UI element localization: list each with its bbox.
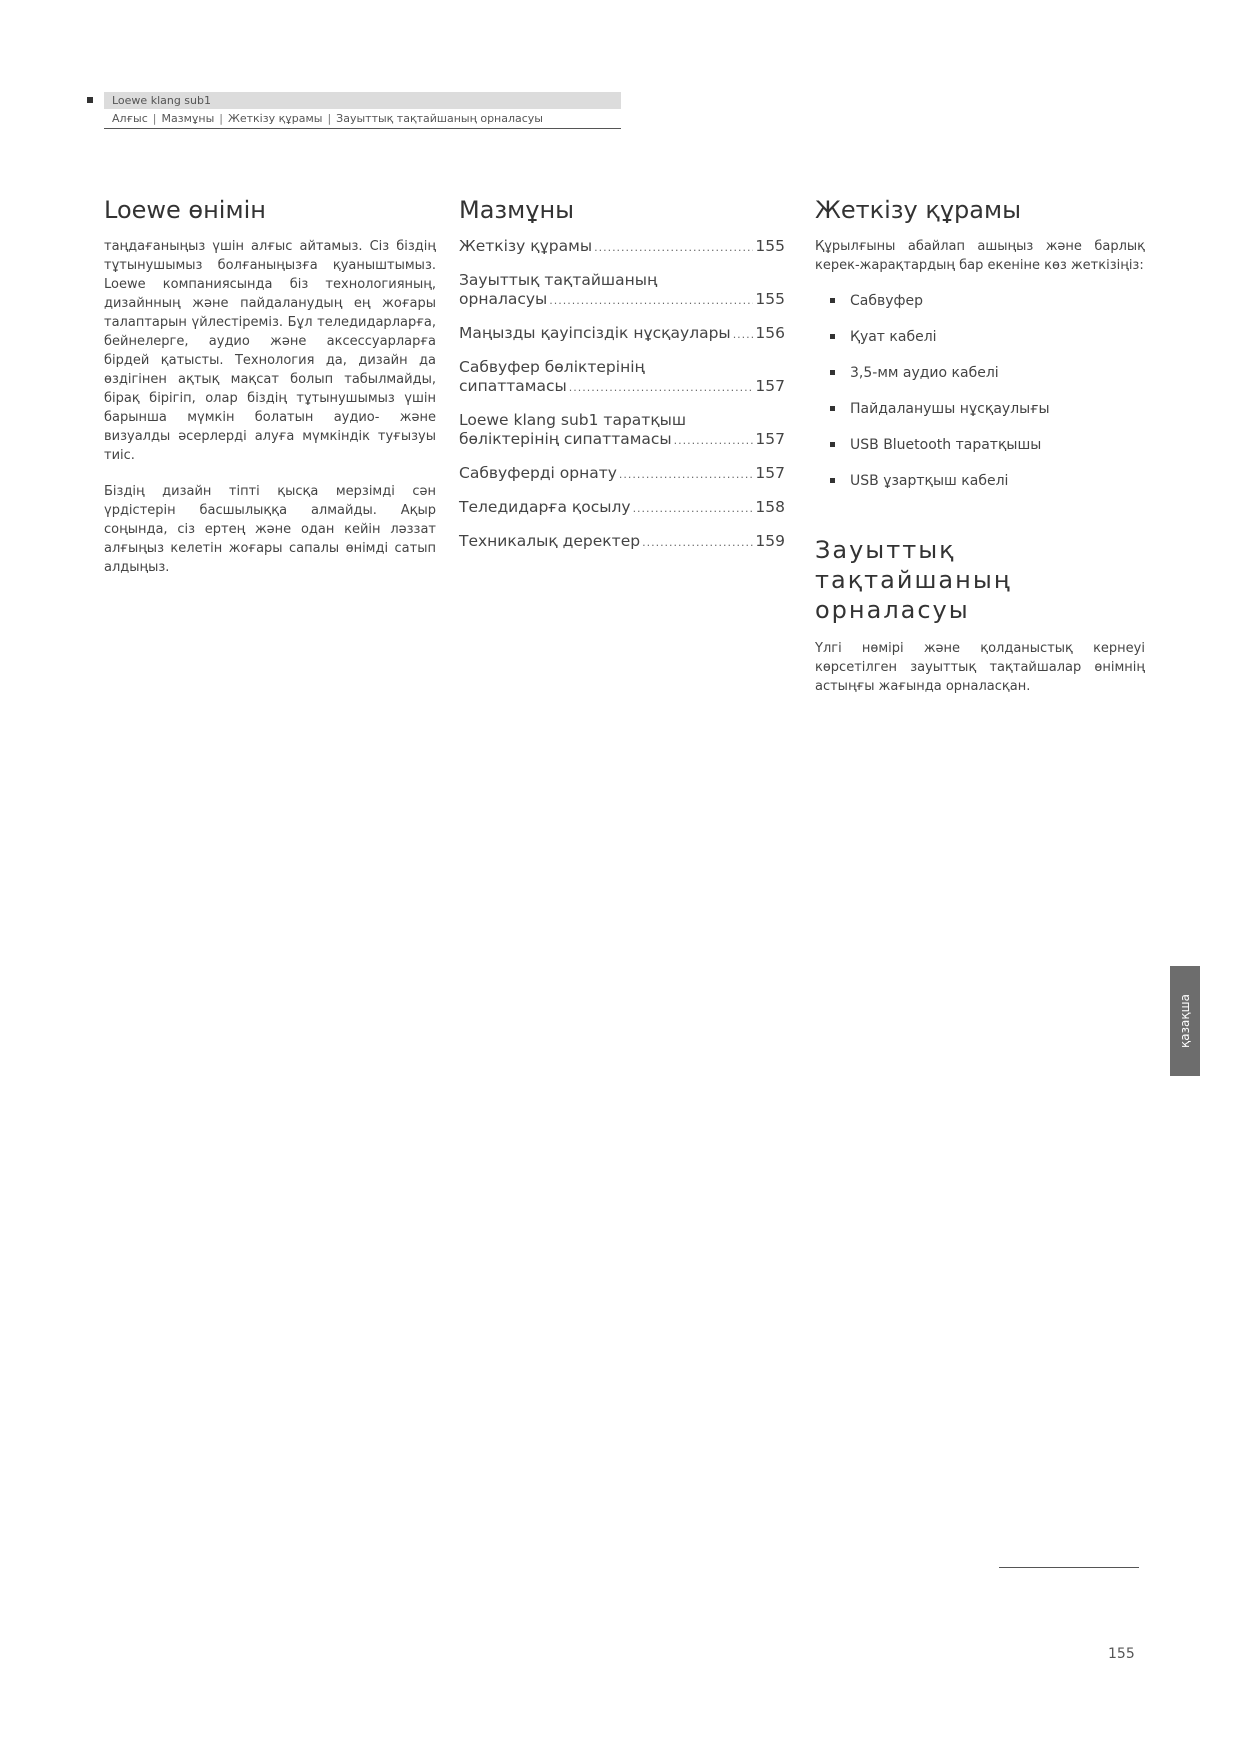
plate-heading: Зауыттық тақтайшаның орналасуы (815, 536, 1012, 624)
intro-paragraph: Біздің дизайн тіпті қысқа мерзімді сән үрдістерін басшылыққа алмайды. Ақыр соңында, сіз ертең және одан кейін ләззат алғыңыз келетін жоғары сапалы өнімді сатып алдыңыз. (104, 484, 436, 575)
intro-paragraph: таңдағаныңыз үшін алғыс айтамыз. Сіз біздің тұтынушымыз болғаныңызға қуаныштымыз. Loewe компаниясында біз технологияның, дизайнның және пайдаланудың ең жоғары талаптарын үйлестіреміз. Бұл теледидарларға, бейнелерге, аудио және аксессуарларға бірдей қатысты. Технология да, дизайн да өздігінен ақтық мақсат болып табылмайды, бірақ бірігіп, олар біздің тұтынушымыз үшін барынша мүмкін болатын аудио- және визуалды әсерлерді алуға мүмкіндік туғызуы тиіс. (104, 239, 436, 463)
toc-entry-text: орналасуы (459, 290, 548, 308)
toc-page-number: 156 (755, 324, 785, 342)
toc-dot-leader (549, 291, 753, 310)
toc-page-number: 157 (755, 430, 785, 448)
plate-text: Үлгі нөмірі және қолданыстық кернеуі көрсетілген зауыттық тақтайшалар өнімнің астыңғы жағында орналасқан. (815, 641, 1145, 694)
breadcrumb-link-delivery[interactable]: Жеткізу құрамы (228, 112, 323, 125)
toc-dot-leader (642, 533, 753, 552)
toc-entry-tv-connection[interactable] (459, 498, 785, 518)
toc-list (459, 237, 785, 552)
toc-entry-text: Техникалық деректер (459, 532, 641, 550)
header-product-title: Loewe klang sub1 (104, 92, 621, 109)
list-item-text: Сабвуфер (850, 293, 923, 309)
toc-entry-delivery[interactable] (459, 237, 785, 257)
footer-divider (999, 1567, 1139, 1568)
toc-dot-leader (594, 238, 753, 257)
breadcrumb-separator: | (152, 112, 157, 125)
toc-dot-leader (733, 325, 754, 344)
toc-dot-leader (674, 431, 754, 450)
toc-page-number: 157 (755, 464, 785, 482)
bullet-icon (830, 406, 835, 411)
list-item (815, 327, 1145, 347)
toc-entry-text: Сабвуфер бөліктерінің (459, 358, 645, 376)
intro-heading: Loewe өнімін (104, 196, 266, 224)
bullet-icon (830, 298, 835, 303)
toc-page-number: 158 (755, 498, 785, 516)
toc-entry-subwoofer-parts[interactable] (459, 358, 785, 397)
bullet-icon (830, 478, 835, 483)
toc-page-number: 159 (755, 532, 785, 550)
page-number: 155 (1108, 1646, 1135, 1662)
bullet-icon (830, 442, 835, 447)
bullet-icon (830, 370, 835, 375)
toc-page-number: 155 (755, 237, 785, 255)
toc-entry-transmitter-parts[interactable] (459, 411, 785, 450)
toc-entry-text: Маңызды қауіпсіздік нұсқаулары (459, 324, 731, 342)
breadcrumb-link-plate[interactable]: Зауыттық тақтайшаның орналасуы (336, 112, 543, 125)
bullet-icon (830, 334, 835, 339)
toc-entry-plate[interactable] (459, 271, 785, 310)
list-item (815, 363, 1145, 383)
toc-entry-tech-data[interactable] (459, 532, 785, 552)
header-bullet-icon (87, 97, 93, 103)
list-item (815, 471, 1145, 491)
list-item-text: USB ұзартқыш кабелі (850, 473, 1009, 489)
toc-entry-text: Loewe klang sub1 таратқыш (459, 411, 687, 429)
toc-entry-text: Сабвуферді орнату (459, 464, 617, 482)
language-tab[interactable] (1170, 966, 1200, 1076)
breadcrumb-separator: | (219, 112, 223, 125)
list-item-text: 3,5-мм аудио кабелі (850, 365, 999, 381)
list-item (815, 435, 1145, 455)
toc-entry-installation[interactable] (459, 464, 785, 484)
breadcrumb-link-contents[interactable]: Мазмұны (161, 112, 215, 125)
toc-page-number: 157 (755, 377, 785, 395)
intro-column (104, 195, 436, 577)
toc-entry-text: Жеткізу құрамы (459, 237, 593, 255)
list-item-text: Қуат кабелі (850, 329, 937, 345)
toc-entry-text: сипаттамасы (459, 377, 567, 395)
list-item (815, 291, 1145, 311)
language-tab-label: қазақша (1178, 994, 1192, 1048)
toc-column (459, 195, 785, 566)
breadcrumb-link-thanks[interactable]: Алғыс (112, 112, 148, 125)
toc-entry-safety[interactable] (459, 324, 785, 344)
delivery-column (815, 195, 1145, 696)
delivery-items-list (815, 291, 1145, 491)
toc-dot-leader (633, 499, 754, 518)
list-item (815, 399, 1145, 419)
delivery-text: Құрылғыны абайлап ашыңыз және барлық керек-жарақтардың бар екеніне көз жеткізіңіз: (815, 239, 1145, 273)
breadcrumb (104, 111, 621, 129)
toc-entry-text: Теледидарға қосылу (459, 498, 631, 516)
list-item-text: Пайдаланушы нұсқаулығы (850, 401, 1050, 417)
breadcrumb-separator: | (327, 112, 332, 125)
list-item-text: USB Bluetooth таратқышы (850, 437, 1042, 453)
toc-entry-text: бөліктерінің сипаттамасы (459, 430, 672, 448)
toc-page-number: 155 (755, 290, 785, 308)
toc-dot-leader (619, 465, 753, 484)
delivery-heading: Жеткізу құрамы (815, 196, 1022, 224)
toc-entry-text: Зауыттық тақтайшаның (459, 271, 658, 289)
toc-dot-leader (569, 378, 754, 397)
toc-heading: Мазмұны (459, 196, 575, 224)
